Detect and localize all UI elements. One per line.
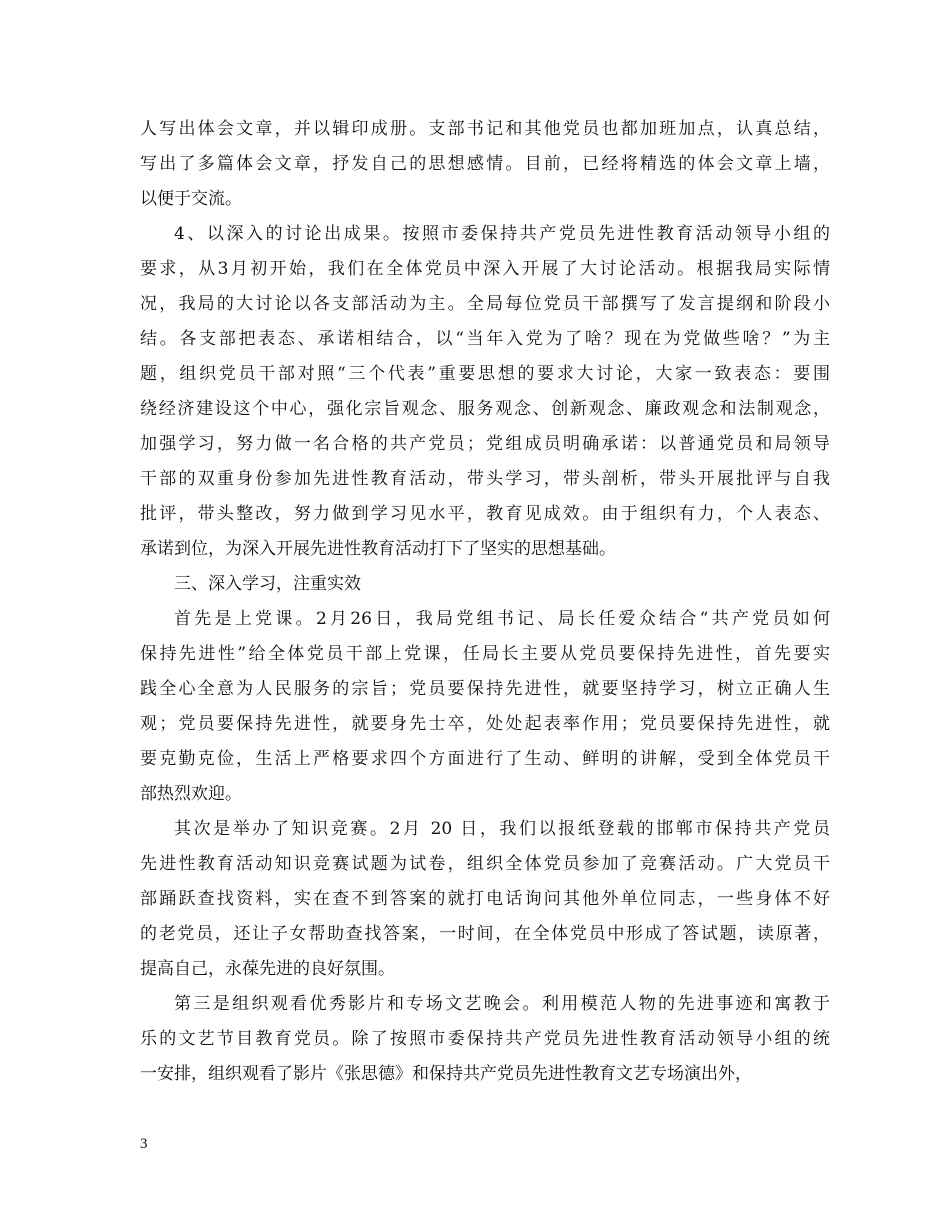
text-line: 4、以深入的讨论出成果。按照市委保持共产党员先进性教育活动领导小组的 (174, 224, 830, 244)
text-line: 加强学习，努力做一名合格的共产党员；党组成员明确承诺：以普通党员和局领导 (140, 434, 830, 454)
text-line: 三、深入学习，注重实效 (174, 574, 361, 594)
text-line: 承诺到位，为深入开展先进性教育活动打下了坚实的思想基础。 (140, 539, 616, 559)
text-line: 题，组织党员干部对照“三个代表”重要思想的要求大讨论，大家一致表态：要围 (140, 364, 830, 384)
text-line: 批评，带头整改，努力做到学习见水平，教育见成效。由于组织有力，个人表态、 (140, 504, 830, 524)
text-line: 提高自己，永葆先进的良好氛围。 (140, 959, 395, 979)
text-line: 要求，从3月初开始，我们在全体党员中深入开展了大讨论活动。根据我局实际情 (140, 259, 830, 279)
text-line: 践全心全意为人民服务的宗旨；党员要保持先进性，就要坚持学习，树立正确人生 (140, 679, 830, 699)
text-line: 保持先进性”给全体党员干部上党课，任局长主要从党员要保持先进性，首先要实 (140, 644, 830, 664)
text-line: 第三是组织观看优秀影片和专场文艺晚会。利用模范人物的先进事迹和寓教于 (174, 994, 830, 1014)
paragraph (140, 812, 830, 987)
text-line: 以便于交流。 (140, 189, 242, 209)
text-line: 的老党员，还让子女帮助查找答案，一时间，在全体党员中形成了答试题，读原著， (140, 924, 830, 944)
text-line: 人写出体会文章，并以辑印成册。支部书记和其他党员也都加班加点，认真总结， (140, 119, 830, 139)
page-number: 3 (140, 1136, 148, 1152)
paragraph (140, 987, 830, 1092)
text-line: 干部的双重身份参加先进性教育活动，带头学习，带头剖析，带头开展批评与自我 (140, 469, 830, 489)
text-line: 乐的文艺节目教育党员。除了按照市委保持共产党员先进性教育活动领导小组的统 (140, 1029, 830, 1049)
paragraph (140, 567, 830, 602)
text-line: 要克勤克俭，生活上严格要求四个方面进行了生动、鲜明的讲解，受到全体党员干 (140, 749, 830, 769)
text-line: 先进性教育活动知识竞赛试题为试卷，组织全体党员参加了竞赛活动。广大党员干 (140, 854, 830, 874)
text-line: 绕经济建设这个中心，强化宗旨观念、服务观念、创新观念、廉政观念和法制观念， (140, 399, 830, 419)
text-line: 结。各支部把表态、承诺相结合，以“当年入党为了啥？现在为党做些啥？”为主 (140, 329, 830, 349)
text-line: 写出了多篇体会文章，抒发自己的思想感情。目前，已经将精选的体会文章上墙， (140, 154, 830, 174)
text-line: 一安排，组织观看了影片《张思德》和保持共产党员先进性教育文艺专场演出外， (140, 1064, 752, 1084)
text-line: 其次是举办了知识竞赛。2月 20 日，我们以报纸登载的邯郸市保持共产党员 (174, 819, 830, 839)
paragraph (140, 602, 830, 812)
text-line: 况，我局的大讨论以各支部活动为主。全局每位党员干部撰写了发言提纲和阶段小 (140, 294, 830, 314)
text-line: 首先是上党课。2月26日，我局党组书记、局长任爱众结合“共产党员如何 (174, 609, 830, 629)
text-line: 部热烈欢迎。 (140, 784, 242, 804)
body-text (140, 112, 830, 1092)
paragraph (140, 112, 830, 217)
text-line: 观；党员要保持先进性，就要身先士卒，处处起表率作用；党员要保持先进性，就 (140, 714, 830, 734)
paragraph (140, 217, 830, 567)
text-line: 部踊跃查找资料，实在查不到答案的就打电话询问其他外单位同志，一些身体不好 (140, 889, 830, 909)
